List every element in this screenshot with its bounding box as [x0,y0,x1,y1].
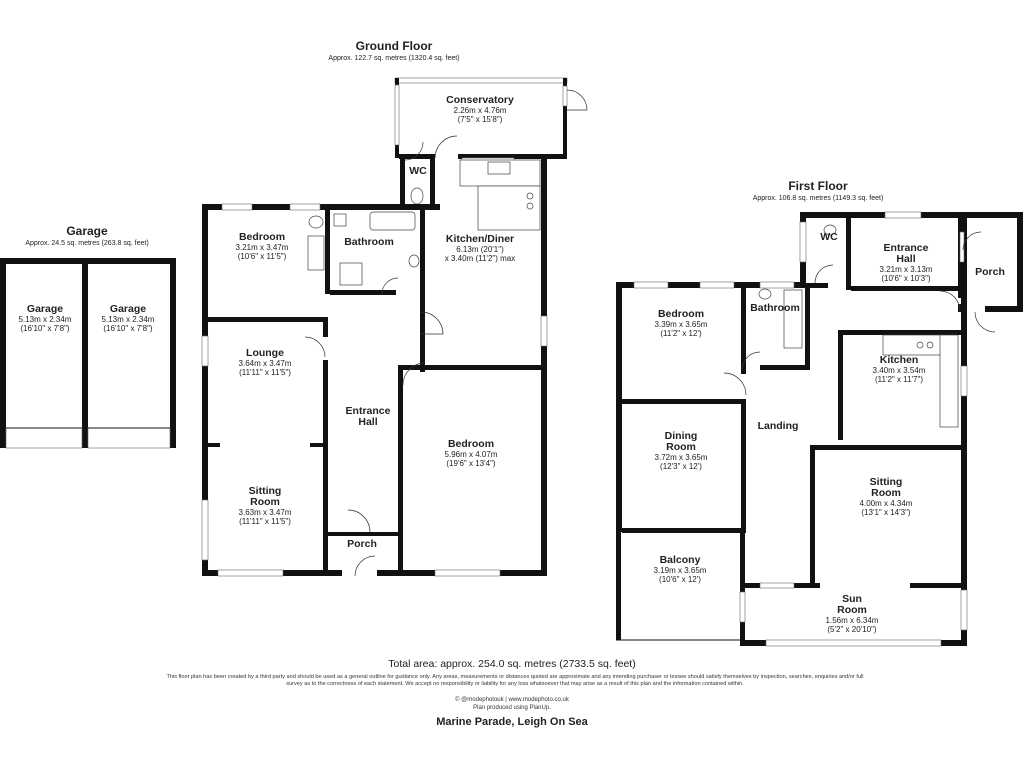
ff-sun-room-dim-metric: 1.56m x 6.34m [825,616,879,625]
ff-sitting-label-1: Sitting [869,476,903,488]
ff-porch-label: Porch [975,266,1005,278]
ground-floor-area: Approx. 122.7 sq. metres (1320.4 sq. feet) [328,55,460,62]
gf-bathroom-label: Bathroom [344,236,394,248]
gf-porch-label: Porch [347,538,377,550]
gf-entrance-hall-label-1: Entrance [345,405,391,417]
ff-bathroom-label: Bathroom [750,302,800,314]
ground-floor-title: Ground Floor [355,39,433,53]
ff-balcony-dim-metric: 3.19m x 3.65m [653,566,707,575]
ff-kitchen-dim-metric: 3.40m x 3.54m [872,366,926,375]
gf-bedroom2-dim-metric: 5.96m x 4.07m [444,450,498,459]
gf-bedroom2-dim-imperial: (19'6" x 13'4") [446,459,496,468]
garage-plan [0,258,176,448]
ff-sitting-dim-imperial: (13'1" x 14'3") [861,508,911,517]
garage-1-label: Garage [26,303,64,315]
gf-sitting-room-label-1: Sitting [248,485,282,497]
ff-dining-label-2: Room [666,441,696,453]
planup-credit: Plan produced using PlanUp. [473,705,551,711]
garage-2-dim-imperial: (16'10" x 7'8") [103,324,153,333]
gf-conservatory-dim-imperial: (7'5" x 15'8") [457,115,503,124]
gf-bedroom1-dim-imperial: (10'6" x 11'5") [237,252,287,261]
ff-sun-room-label-1: Sun [842,593,862,605]
ff-sitting-label-2: Room [871,487,901,499]
gf-kitchen-dim-imperial: x 3.40m (11'2") max [444,254,516,263]
first-floor-title: First Floor [788,179,848,193]
ff-sun-room-dim-imperial: (5'2" x 20'10") [827,625,877,634]
ff-sitting-dim-metric: 4.00m x 4.34m [859,499,913,508]
ff-dining-label-1: Dining [664,430,698,442]
gf-sitting-room-label-2: Room [250,496,280,508]
ff-dining-dim-imperial: (12'3" x 12') [660,462,702,471]
ff-entrance-hall-dim-imperial: (10'6" x 10'3") [881,274,931,283]
gf-kitchen-label: Kitchen/Diner [445,233,515,245]
ff-landing-label: Landing [757,420,799,432]
ff-bedroom-dim-metric: 3.39m x 3.65m [654,320,708,329]
ff-wc-label: WC [820,231,838,243]
ff-sun-room-label-2: Room [837,604,867,616]
gf-bedroom1-label: Bedroom [238,231,286,243]
ff-entrance-hall-label-1: Entrance [883,242,929,254]
ff-dining-dim-metric: 3.72m x 3.65m [654,453,708,462]
gf-kitchen-dim-metric: 6.13m (20'1") [456,245,504,254]
ff-balcony-label: Balcony [659,554,701,566]
ff-bedroom-label: Bedroom [657,308,705,320]
gf-bedroom2-label: Bedroom [447,438,495,450]
gf-entrance-hall-label-2: Hall [358,416,378,428]
disclaimer-text: This floor plan has been created by a third party and should be used as a general outline for guidance only. Any areas, measurements or distances quoted are approximate and any intending purchaser or lessee should satisfy themselves by inspection, searches, enquiries and/or full survey as to the correctness of each statement. We accept no responsibility or liability for any loss whatsoever that may arise as a result of this plan and the information contained within. [166,674,864,687]
garage-1-dim-metric: 5.13m x 2.34m [18,315,72,324]
ff-bedroom-dim-imperial: (11'2" x 12') [660,329,702,338]
ff-entrance-hall-dim-metric: 3.21m x 3.13m [879,265,933,274]
gf-lounge-dim-imperial: (11'11" x 11'5") [239,368,291,377]
gf-lounge-label: Lounge [246,347,284,359]
garage-2-dim-metric: 5.13m x 2.34m [101,315,155,324]
ff-balcony-dim-imperial: (10'6" x 12') [659,575,701,584]
garage-title: Garage [66,224,108,238]
garage-area: Approx. 24.5 sq. metres (263.8 sq. feet) [25,240,149,247]
gf-lounge-dim-metric: 3.64m x 3.47m [238,359,292,368]
credit-line: © @modephotouk | www.modephoto.co.uk [455,697,569,703]
ff-kitchen-dim-imperial: (11'2" x 11'7") [874,375,924,384]
garage-2-label: Garage [109,303,147,315]
ff-entrance-hall-label-2: Hall [896,253,916,265]
total-area: Total area: approx. 254.0 sq. metres (2733.5 sq. feet) [388,658,636,670]
gf-sitting-room-dim-metric: 3.63m x 3.47m [238,508,292,517]
first-floor-area: Approx. 106.8 sq. metres (1149.3 sq. feet) [752,195,884,202]
gf-wc-label: WC [409,165,427,177]
gf-conservatory-dim-metric: 2.26m x 4.76m [453,106,507,115]
gf-bedroom1-dim-metric: 3.21m x 3.47m [235,243,289,252]
gf-sitting-room-dim-imperial: (11'11" x 11'5") [239,517,291,526]
ff-kitchen-label: Kitchen [879,354,919,366]
property-address: Marine Parade, Leigh On Sea [436,716,588,728]
gf-conservatory-label: Conservatory [446,94,514,106]
garage-1-dim-imperial: (16'10" x 7'8") [20,324,70,333]
